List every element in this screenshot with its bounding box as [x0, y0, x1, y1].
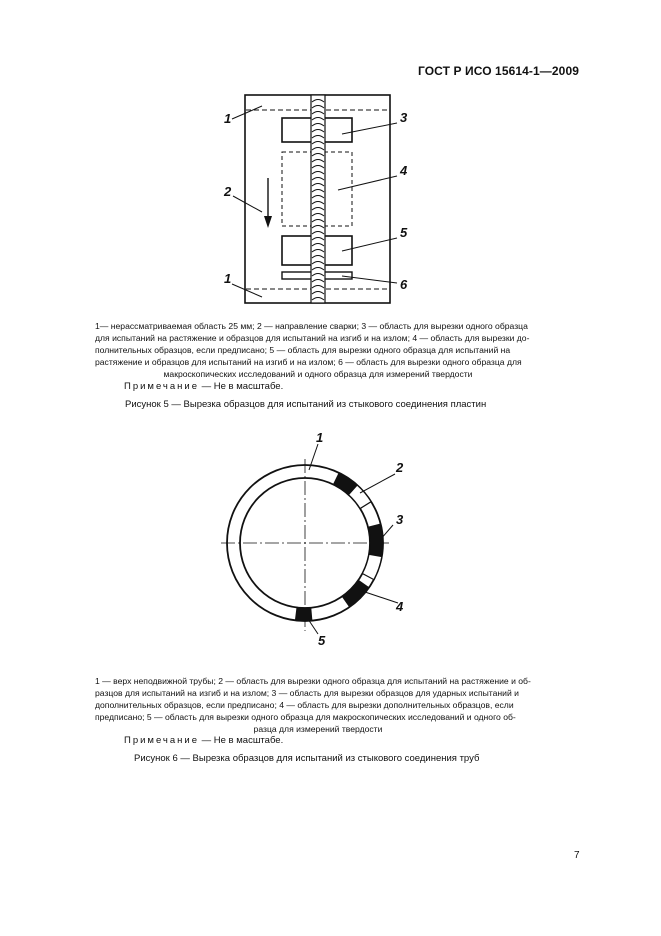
legend-line: разца для измерений твердости: [253, 724, 383, 734]
document-header: ГОСТ Р ИСО 15614-1—2009: [417, 64, 579, 78]
specimen-segment-4: [342, 580, 369, 607]
legend-line: разцов для испытаний на изгиб и на излом; 3 — область для вырезки образцов для ударных испытаний и: [95, 688, 519, 698]
fig5-label-6: 6: [400, 277, 408, 292]
figure-6-legend: [95, 675, 541, 735]
fig5-label-5: 5: [400, 225, 408, 240]
fig6-label-4: 4: [396, 599, 404, 614]
legend-line: растяжение и образцов для испытаний на изгиб и на излом; 6 — область для вырезки одного образца для: [95, 357, 522, 367]
figure-6-note: Примечание — Не в масштабе.: [124, 735, 284, 746]
page-number: 7: [574, 850, 580, 861]
fig5-label-1-bottom: 1: [224, 271, 232, 286]
legend-line: полнительных образцов, если предписано; 5 — область для вырезки одного образца для испытаний на: [95, 345, 511, 355]
figure-6-caption: Рисунок 6 — Вырезка образцов для испытаний из стыкового соединения труб: [134, 753, 480, 764]
legend-line: дополнительных образцов, если предписано; 4 — область для вырезки дополнительных образцов, если: [95, 700, 514, 710]
fig6-label-2: 2: [396, 460, 404, 475]
fig6-label-1: 1: [316, 430, 324, 445]
figure-5-caption: Рисунок 5 — Вырезка образцов для испытаний из стыкового соединения пластин: [125, 399, 487, 410]
specimen-segment-5: [295, 608, 311, 621]
figure-5-note: Примечание — Не в масштабе.: [124, 381, 284, 392]
legend-line: 1 — верх неподвижной трубы; 2 — область для вырезки одного образца для испытаний на растяжение и об-: [95, 676, 531, 686]
fig6-label-3: 3: [396, 512, 404, 527]
fig5-label-1-top: 1: [224, 111, 232, 126]
legend-line: 1— нерассматриваемая область 25 мм; 2 — направление сварки; 3 — область для вырезки одного образца: [95, 321, 528, 331]
fig5-label-3: 3: [400, 110, 408, 125]
specimen-segment-blank: [362, 554, 381, 579]
specimen-segment-3: [368, 524, 383, 556]
fig5-label-4: 4: [400, 163, 408, 178]
legend-line: предписано; 5 — область для вырезки одного образца для макроскопических исследований и одного об-: [95, 712, 516, 722]
fig5-label-2: 2: [224, 184, 232, 199]
legend-line: макроскопических исследований и одного образца для измерений твердости: [163, 369, 473, 379]
legend-line: для испытаний на растяжение и образцов для испытаний на изгиб и на излом; 4 — область для вырезки до-: [95, 333, 530, 343]
fig6-label-5: 5: [318, 633, 326, 648]
